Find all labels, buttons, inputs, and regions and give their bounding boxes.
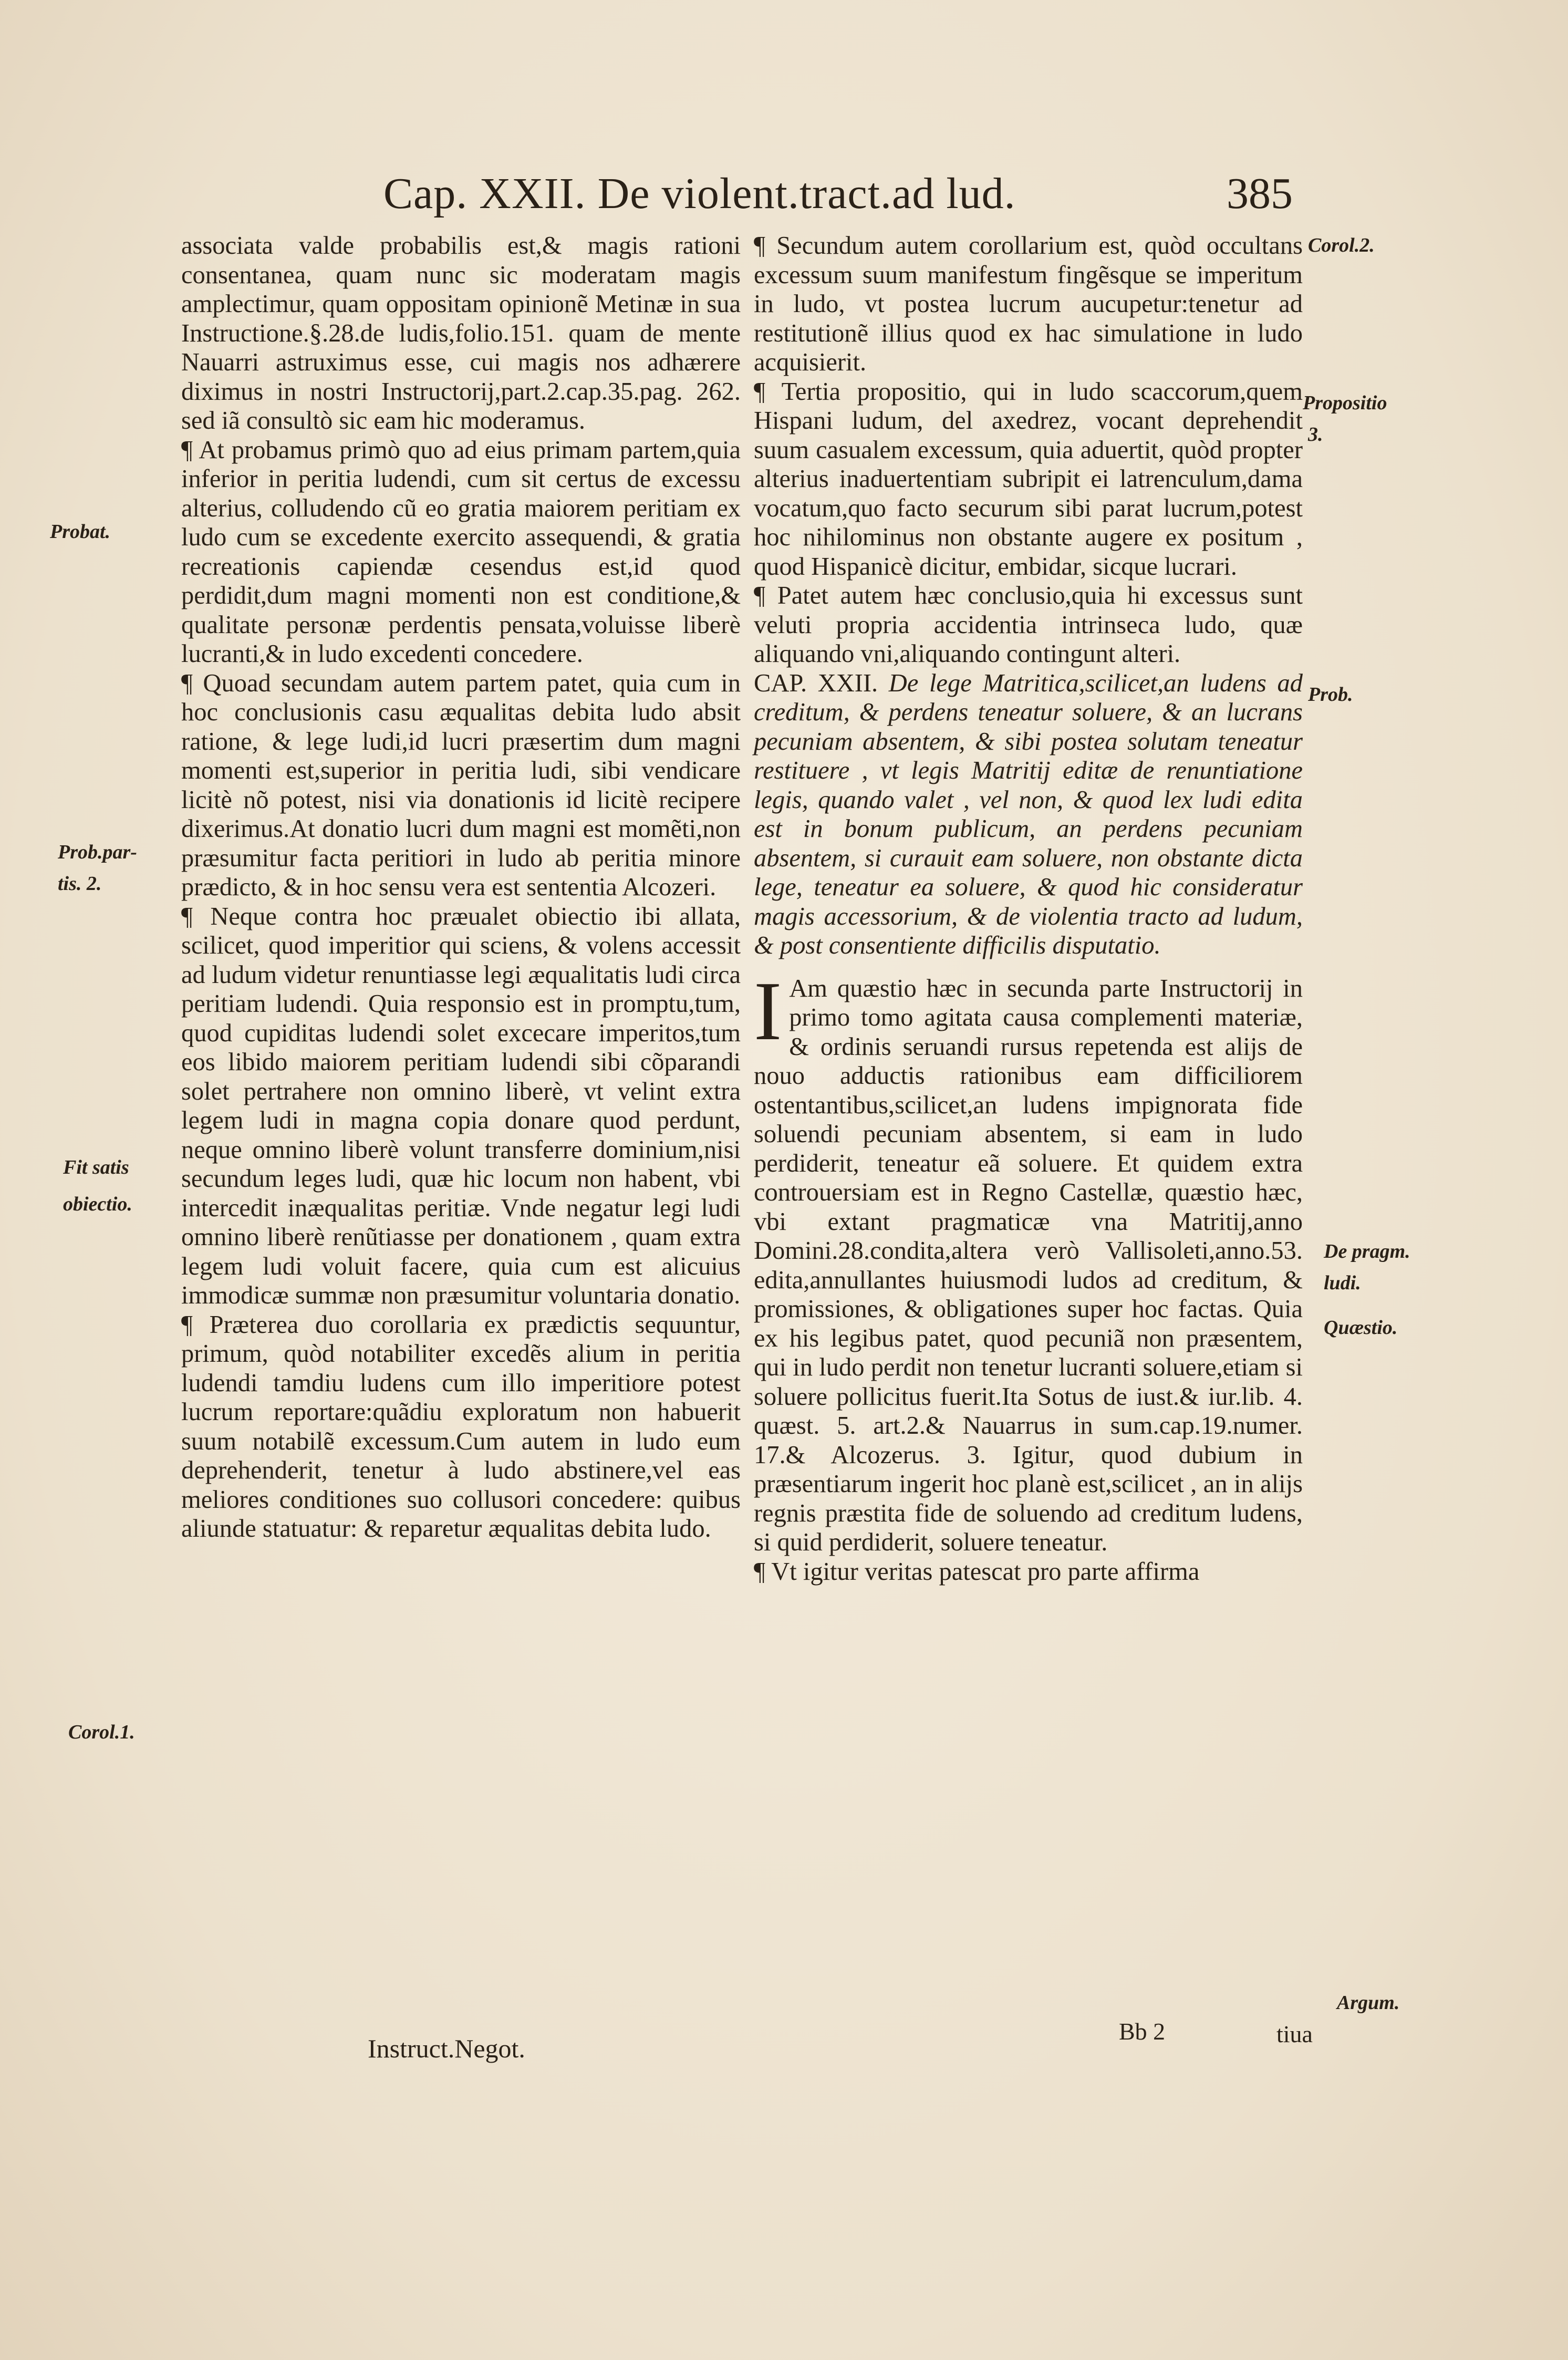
chapter-title: De lege Matritica,scilicet,an ludens ad creditum, & perdens teneatur soluere, & an lucrans pecuniam absentem, & sibi postea solutam teneatur restituere , vt legis Matritij editæ de renuntiatione legis, quando valet , vel non, & quod lex ludi edita est in bonum publicum, an perdens pecuniam absentem, si curauit eam soluere, non obstante dicta lege, teneatur ea soluere, & quod hic consideratur magis accessorium, & de violentia tracto ad ludum, & post consentiente difficilis disputatio. bbox=[754, 669, 1303, 959]
paragraph: ¶ Præterea duo corollaria ex prædictis sequuntur, primum, quòd notabiliter excedẽs alium in peritia ludendi tamdiu ludens cum illo imperitiore potest lucrum reportare:quãdiu exploratum non habuerit suum notabilẽ excessum.Cum autem in ludo eum deprehenderit, tenetur à ludo abstinere,vel eas meliores conditiones suo collusori concedere: quibus aliunde statuatur: & reparetur æqualitas debita ludo. bbox=[181, 1310, 741, 1543]
folio-number: 385 bbox=[1227, 169, 1293, 218]
chapter-number: CAP. XXII. bbox=[754, 669, 878, 697]
margin-note-prob-partis-2: tis. 2. bbox=[58, 873, 102, 895]
paragraph: ¶ Tertia propositio, qui in ludo scaccorum,quem Hispani ludum, del axedrez, vocant deprehendit suum casualem excessum, quia aduertit, quòd propter alterius inaduertentiam subripit ei latrenculum,dama vocatum,quo facto securum sibi parat lucrum,potest hoc nihilominus non obstante augere ex positum , quod Hispanicè dicitur, embidar, sicque lucrari. bbox=[754, 377, 1303, 581]
margin-note-prob-partis-1: Prob.par- bbox=[58, 841, 137, 863]
catchword-right: tiua bbox=[1276, 2021, 1313, 2047]
margin-note-corol-1: Corol.1. bbox=[68, 1721, 135, 1743]
paragraph: ¶ Patet autem hæc conclusio,quia hi excessus sunt veluti propria accidentia intrinseca ludo, quæ aliquando vni,aliquando contingunt alteri. bbox=[754, 582, 1303, 668]
catchword-left: Instruct.Negot. bbox=[368, 2034, 525, 2063]
paragraph-dropcap: IAm quæstio hæc in secunda parte Instructorij in primo tomo agitata causa complementi materiæ, & ordinis seruandi rursus repetenda est alijs de nouo adductis rationibus eam difficiliorem ostentantibus,scilicet,an ludens impignorata fide soluendi pecuniam absentem, si eam in ludo perdiderit, teneatur eã soluere. Et quidem extra controuersiam est in Regno Castellæ, quæstio hæc, vbi extant pragmaticæ vna Matritij,anno Domini.28.condita,altera verò Vallisoleti,anno.53. edita,annullantes huiusmodi ludos ad creditum, & promissiones, & obligationes super hoc factas. Quia ex his legibus patet, quod pecuniã non præsentem, qui in ludo perdit non tenetur lucranti soluere,etiam si soluere pollicitus fuerit.Ita Sotus de iust.& iur.lib. 4. quæst. 5. art.2.& Nauarrus in sum.cap.19.numer. 17.& Alcozerus. 3. Igitur, quod dubium in præsentiarum ingerit hoc planè est,scilicet , an in alijs regnis præstita fide de soluendo ad creditum ludens, si quid perdiderit, soluere teneatur. bbox=[754, 964, 1303, 1556]
right-column bbox=[754, 231, 1303, 1586]
margin-note-fit-satis: Fit satis bbox=[63, 1156, 129, 1178]
margin-note-ludi: ludi. bbox=[1324, 1272, 1361, 1294]
margin-note-obiectio: obiectio. bbox=[63, 1193, 132, 1215]
page-header bbox=[0, 168, 1568, 226]
signature-mark: Bb 2 bbox=[1119, 2018, 1166, 2045]
running-head: Cap. XXII. De violent.tract.ad lud. bbox=[383, 169, 1016, 218]
margin-note-argum: Argum. bbox=[1337, 1992, 1400, 2014]
margin-note-propositio-number: 3. bbox=[1308, 423, 1323, 446]
margin-note-de-pragm: De pragm. bbox=[1324, 1240, 1410, 1262]
margin-note-prob: Prob. bbox=[1308, 684, 1353, 706]
paragraph: associata valde probabilis est,& magis rationi consentanea, quam nunc sic moderatam magis amplectimur, quam oppositam opinionẽ Metinæ in sua Instructione.§.28.de ludis,folio.151. quam de mente Nauarri astruximus esse, cui magis nos adhærere diximus in nostri Instructorij,part.2.cap.35.pag. 262. sed iã consultò sic eam hic moderamus. bbox=[181, 232, 741, 434]
heading-spacer bbox=[754, 960, 1303, 974]
paragraph: ¶ Quoad secundam autem partem patet, quia cum in hoc conclusionis casu æqualitas debita ludo absit ratione, & lege ludi,id lucri præsertim dum magni momenti est,superior in peritia ludi, sibi vendicare licitè nõ potest, nisi via donationis id licitè recipere dixerimus.At donatio lucri dum magni est momẽti,non præsumitur facta peritiori in ludo ab peritia minore prædicto, & in hoc sensu vera est sententia Alcozeri. bbox=[181, 669, 741, 901]
margin-note-probat: Probat. bbox=[50, 521, 111, 543]
paragraph: ¶ At probamus primò quo ad eius primam partem,quia inferior in peritia ludendi, cum sit certus de excessu alterius, colludendo cũ eo gratia maiorem peritiam ex ludo cum se excedente exercito assequendi, & gratia recreationis capiendæ cesendus est,id quod perdidit,dum magni momenti non est conditione,& qualitate personæ perdentis pensata,voluisse liberè lucranti,& in ludo excedenti concedere. bbox=[181, 436, 741, 668]
margin-note-propositio: Propositio bbox=[1303, 392, 1387, 414]
chapter-heading bbox=[754, 669, 1303, 960]
left-column bbox=[181, 231, 741, 1544]
paragraph: ¶ Neque contra hoc præualet obiectio ibi allata, scilicet, quod imperitior qui sciens, & volens accessit ad ludum videtur renuntiasse legi æqualitatis ludi circa peritiam ludendi. Quia responsio est in promptu,tum, quod cupiditas ludendi solet excecare imperitos,tum eos libido maiorem peritiam ludendi sibi cõparandi solet pertrahere non omnino liberè, vt velint extra legem ludi in magna copia donare quod perdunt, neque omnino liberè volunt transferre dominium,nisi secundum leges ludi, quæ hic locum non habent, vbi intercedit inæqualitas peritiæ. Vnde negatur legi ludi omnino liberè renũtiasse per donationem , quam extra legem ludi voluit facere, quia cum est alicuius immodicæ summæ non præsumitur voluntaria donatio. bbox=[181, 902, 741, 1309]
paragraph: ¶ Vt igitur veritas patescat pro parte affirma bbox=[754, 1557, 1200, 1586]
paragraph: ¶ Secundum autem corollarium est, quòd occultans excessum suum manifestum fingẽsque se imperitum in ludo, vt postea lucrum aucupetur:tenetur ad restitutionẽ illius quod ex hac simulatione in ludo acquisierit. bbox=[754, 232, 1303, 376]
margin-note-corol-2: Corol.2. bbox=[1308, 234, 1375, 256]
margin-note-quaestio: Quæstio. bbox=[1324, 1317, 1398, 1339]
